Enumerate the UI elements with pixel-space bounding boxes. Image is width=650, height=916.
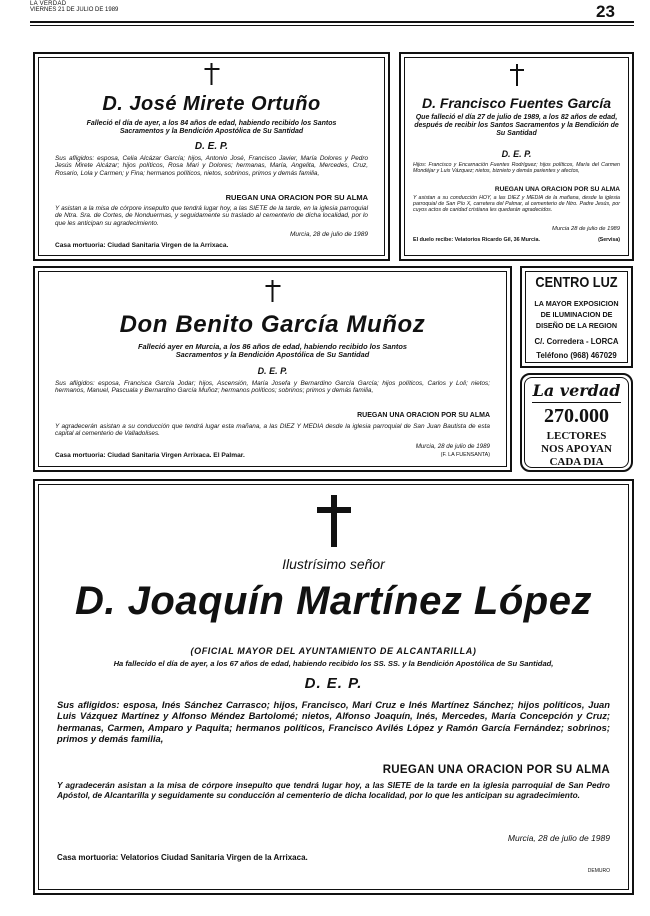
ad-line-3: CADA DIA: [549, 456, 604, 468]
header-rule: [30, 21, 634, 23]
dep-label: D. E. P.: [501, 149, 532, 159]
position-title: (OFICIAL MAYOR DEL AYUNTAMIENTO DE ALCANTARILLA): [190, 646, 477, 656]
place-date: Murcia, 28 de julio de 1989: [507, 833, 610, 843]
ad-title: CENTRO LUZ: [535, 274, 618, 291]
dep-label: D. E. P.: [257, 366, 288, 376]
cross-icon: [317, 495, 351, 547]
deceased-name: D. Joaquín Martínez López: [75, 579, 592, 623]
prayer-request: RUEGAN UNA ORACION POR SU ALMA: [494, 186, 620, 193]
advertisement-centro-luz: [520, 266, 633, 368]
honorific: Ilustrísimo señor: [282, 556, 385, 572]
notice-intro: Ha fallecido el día de ayer, a los 67 años de edad, habiendo recibido los SS. SS. y la Bendición Apostólica de Su Santidad,: [113, 659, 554, 668]
obituary-notice-francisco-fuentes: [399, 52, 634, 261]
ad-line-2: NOS APOYAN: [541, 443, 612, 455]
ad-line-2: DE ILUMINACION DE: [540, 310, 613, 319]
obituary-notice-jose-mirete: [33, 52, 390, 261]
place-date: Murcia, 28 de julio de 1989: [289, 231, 368, 238]
publication-name: LA VERDAD: [30, 1, 67, 7]
readers-count: 270.000: [544, 405, 609, 427]
obituary-notice-joaquin-martinez: [33, 479, 634, 895]
deceased-name: D. José Mirete Ortuño: [102, 93, 321, 115]
prayer-request: RUEGAN UNA ORACION POR SU ALMA: [225, 193, 368, 202]
ad-line-3: DISEÑO DE LA REGION: [535, 321, 618, 330]
agency-credit: (F. LA FUENSANTA): [440, 452, 490, 458]
mass-text: Y asistan a la misa de córpore insepulto que tendrá lugar hoy, a las SIETE de la tarde, en la iglesia parroquial de Ntra. Sra. de Cortes, de Nonduermas, y seguidamente su traslado al cementerio de dicha localidad, por lo que les anticipan su agradecimiento.: [55, 205, 368, 227]
obituary-notice-benito-garcia: [33, 266, 512, 472]
dep-label: D. E. P.: [194, 141, 229, 152]
mass-text: Y asistan a su conducción HOY, a las DIEZ y MEDIA de la mañana, desde la iglesia parroquial de San Pío X, carretera del Palmar, al cementerio de Ntro. Padre Jesús, por cuyos actos de caridad cristiana les quedarán agradecidos.: [413, 195, 620, 214]
notice-intro: Falleció el día de ayer, a los 84 años de edad, habiendo recibido los Santos Sacramentos y la Bendición Apostólica de Su Santidad: [86, 120, 337, 135]
ad-phone: Teléfono (968) 467029: [536, 351, 617, 360]
header-rule-thin: [30, 25, 634, 26]
advertisement-la-verdad: [520, 373, 633, 472]
place-date: Murcia, 28 de julio de 1989: [415, 443, 490, 450]
cross-icon: [204, 63, 219, 85]
ad-line-1: LECTORES: [546, 430, 607, 442]
family-text: Hijos: Francisco y Encarnación Fuentes Rodríguez; hijos políticos, María del Carmen Mondéjar y Luis Vázquez; nietos, biznieto y demás parientes y afectos,: [413, 162, 620, 175]
issue-date: VIERNES 21 DE JULIO DE 1989: [30, 7, 119, 13]
mass-text: Y agradecerán asistan a la misa de córpore insepulto que tendrá lugar hoy, a las SIETE de la tarde en la iglesia parroquial de San Pedro Apóstol, de Alcantarilla y seguidamente su conducción al cementerio de dicha localidad, por lo que les anticipan su agradecimiento.: [57, 780, 610, 800]
prayer-request: RUEGAN UNA ORACION POR SU ALMA: [382, 764, 610, 776]
place-date: Murcia 28 de julio de 1989: [552, 226, 620, 232]
agency-credit: DEMURO: [587, 868, 610, 874]
mass-text: Y agradecerán asistan a su conducción que tendrá lugar esta mañana, a las DIEZ Y MEDIA desde la iglesia parroquial de San Juan Bautista de esta capital al cementerio de Valladolises.: [55, 423, 490, 438]
page-number: 23: [596, 2, 615, 21]
deceased-name: D. Francisco Fuentes García: [421, 95, 612, 111]
cross-icon: [510, 64, 524, 86]
funeral-home: El duelo recibe: Velatorios Ricardo Gil, 36 Murcia.: [413, 237, 541, 243]
funeral-home: Casa mortuoria: Ciudad Sanitaria Virgen Arrixaca. El Palmar.: [55, 452, 245, 459]
ad-line-1: LA MAYOR EXPOSICION: [534, 299, 619, 308]
la-verdad-logo: La verdad: [532, 381, 621, 400]
ad-address: C/. Corredera - LORCA: [534, 337, 619, 346]
funeral-home: Casa mortuoria: Ciudad Sanitaria Virgen de la Arrixaca.: [55, 242, 229, 249]
family-text: Sus afligidos: esposa, Celia Alcázar García; hijos, Antonio José, Francisco Javier, María Dolores y Pedro Jesús Mirete Alcázar; hijos políticos, Rosa Mari y Dolores; hermanas, María, Angelita, Mercedes, Cruz, Rosario, Lola y Carmen; y Fina; hermanos políticos, nietos, sobrinos, primos y demás familia,: [55, 155, 368, 177]
notice-intro: Falleció ayer en Murcia, a los 86 años de edad, habiendo recibido los Santos Sacramentos y la Bendición Apostólica de Su Santidad: [137, 342, 408, 360]
agency-credit: (Servisa): [598, 237, 620, 243]
cross-icon: [265, 280, 280, 302]
family-text: Sus afligidos: esposa, Inés Sánchez Carrasco; hijos, Francisco, Mari Cruz e Inés Martínez Sánchez; hijos políticos, Juan Luis Vázquez Martínez y Alfonso Méndez Bartolomé; nietos, Alfonso Joaquín, Inés, Mercedes, María Concepción y Cruz; hermanas, Carmen, Amparo y Paquita; hermanos políticos, Francisco Avilés López y Ramón García Fernández; sobrinos; primos y demás familia,: [57, 699, 610, 744]
logo-rule: [532, 402, 621, 403]
deceased-name: Don Benito García Muñoz: [119, 311, 426, 338]
notice-intro: Que falleció el día 27 de julio de 1989, a los 82 años de edad, después de recibir los Santos Sacramentos y la Bendición de Su Santidad: [414, 114, 619, 137]
dep-label: D. E. P.: [304, 675, 363, 692]
prayer-request: RUEGAN UNA ORACION POR SU ALMA: [357, 412, 490, 419]
funeral-home: Casa mortuoria: Velatorios Ciudad Sanitaria Virgen de la Arrixaca.: [57, 853, 308, 862]
family-text: Sus afligidos: esposa, Francisca García Jodar; hijos, Ascensión, María Josefa y Bernardino García García; hijos políticos, Carlos y Loli; nietos; hermanos, Manuel, Pascuala y Bernardino García Muñoz; hermanos políticos; sobrinos; primos y demás familia,: [55, 380, 490, 395]
